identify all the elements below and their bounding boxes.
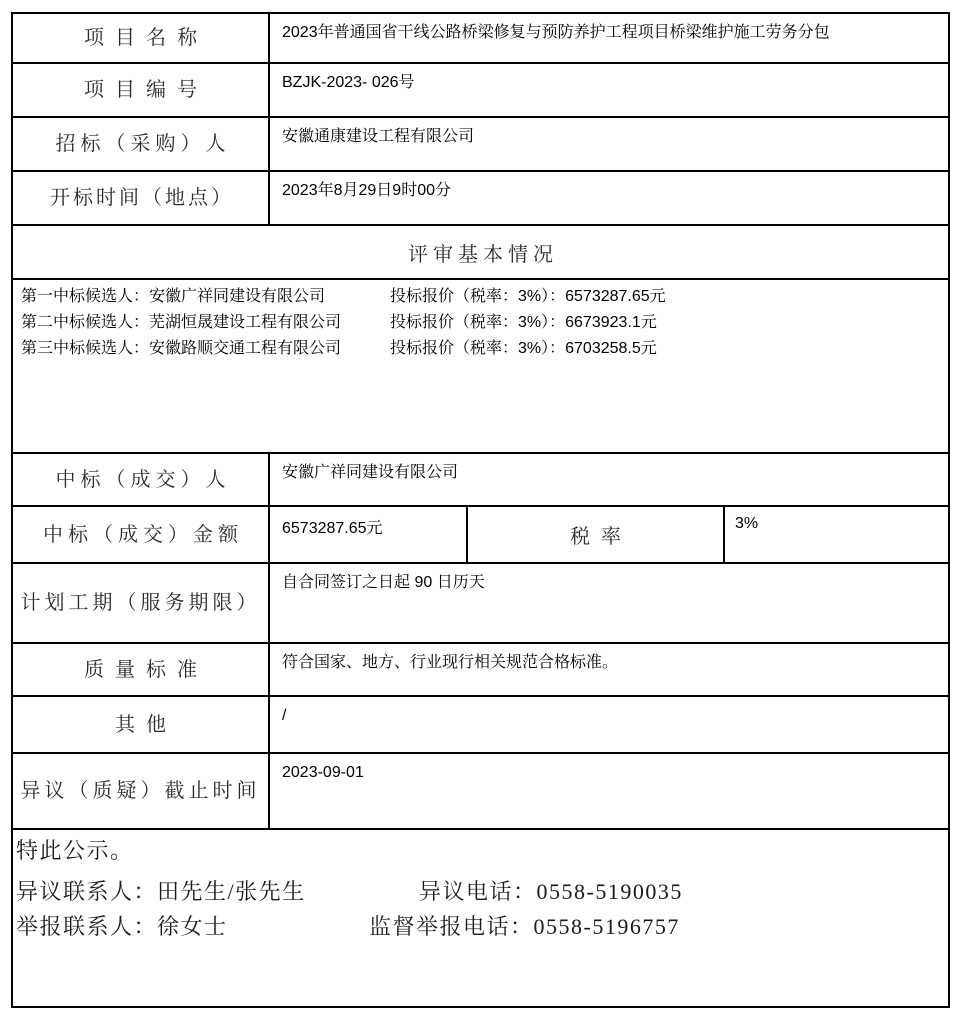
project-name-label: 项目名称 <box>13 14 270 62</box>
other-label: 其他 <box>13 697 270 752</box>
project-number-value: BZJK-2023- 026号 <box>282 74 415 91</box>
row-review-header <box>13 226 948 280</box>
objection-deadline-value: 2023-09-01 <box>282 764 364 781</box>
quality-value: 符合国家、地方、行业现行相关规范合格标准。 <box>282 654 619 671</box>
tax-rate-label: 税率 <box>468 507 725 562</box>
objection-deadline-label: 异议（质疑）截止时间 <box>13 754 270 828</box>
objection-contact-line <box>16 874 942 909</box>
row-other <box>13 697 948 754</box>
candidate-line-2 <box>21 310 940 336</box>
candidate-name: 第一中标候选人：安徽广祥同建设有限公司 <box>21 288 326 305</box>
winner-value: 安徽广祥同建设有限公司 <box>282 464 459 481</box>
tenderer-value: 安徽通康建设工程有限公司 <box>282 128 475 145</box>
other-value: / <box>282 707 287 724</box>
winner-label: 中标（成交）人 <box>13 454 270 505</box>
candidate-name: 第二中标候选人：芜湖恒晟建设工程有限公司 <box>21 314 342 331</box>
objection-phone: 异议电话：0558-5190035 <box>419 879 683 904</box>
report-phone: 监督举报电话：0558-5196757 <box>369 914 680 939</box>
row-objection-deadline <box>13 754 948 830</box>
row-footer <box>13 830 948 1006</box>
quality-label: 质量标准 <box>13 644 270 695</box>
candidate-bid: 投标报价（税率：3%）：6703258.5元 <box>390 340 657 357</box>
objection-contact: 异议联系人：田先生/张先生 <box>16 879 306 904</box>
row-bid-opening <box>13 172 948 226</box>
candidate-line-1 <box>21 284 940 310</box>
announcement-text: 特此公示。 <box>16 838 134 863</box>
amount-label: 中标（成交）金额 <box>13 507 270 562</box>
report-contact: 举报联系人：徐女士 <box>16 914 228 939</box>
row-candidates <box>13 280 948 454</box>
candidate-bid: 投标报价（税率：3%）：6573287.65元 <box>390 288 666 305</box>
report-contact-line <box>16 909 942 944</box>
tax-rate-value: 3% <box>735 515 759 532</box>
candidate-line-3 <box>21 336 940 362</box>
bid-opening-label: 开标时间（地点） <box>13 172 270 224</box>
project-number-label: 项目编号 <box>13 64 270 116</box>
row-quality <box>13 644 948 697</box>
row-amount <box>13 507 948 564</box>
candidate-name: 第三中标候选人：安徽路顺交通工程有限公司 <box>21 340 342 357</box>
project-name-value: 2023年普通国省干线公路桥梁修复与预防养护工程项目桥梁维护施工劳务分包 <box>282 24 830 41</box>
row-duration <box>13 564 948 644</box>
bid-opening-value: 2023年8月29日9时00分 <box>282 182 451 199</box>
row-tenderer <box>13 118 948 172</box>
review-header: 评审基本情况 <box>408 243 558 266</box>
bid-award-announcement-table <box>11 12 950 1008</box>
candidates-cell <box>13 280 948 452</box>
amount-value: 6573287.65元 <box>270 507 468 562</box>
candidate-bid: 投标报价（税率：3%）：6673923.1元 <box>390 314 657 331</box>
tenderer-label: 招标（采购）人 <box>13 118 270 170</box>
duration-label: 计划工期（服务期限） <box>13 564 270 642</box>
row-project-number <box>13 64 948 118</box>
duration-value: 自合同签订之日起 90 日历天 <box>282 574 485 591</box>
row-project-name <box>13 14 948 64</box>
row-winner <box>13 454 948 507</box>
footer-cell <box>13 830 948 1006</box>
